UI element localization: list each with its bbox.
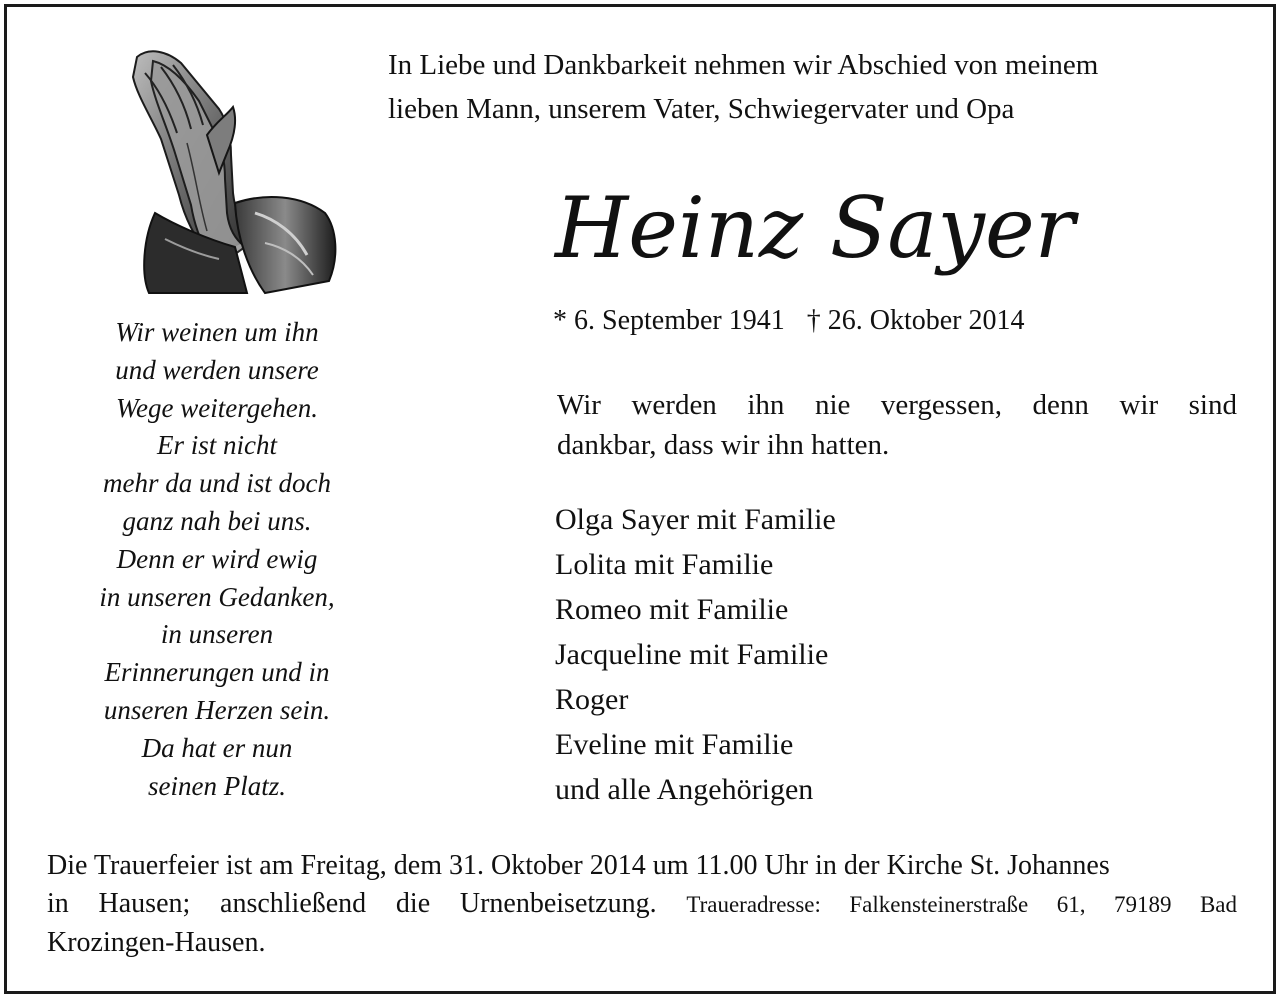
praying-hands-icon bbox=[115, 43, 345, 299]
poem-line: unseren Herzen sein. bbox=[103, 694, 331, 725]
memorial-poem bbox=[47, 314, 387, 805]
poem-line: seinen Platz. bbox=[148, 770, 286, 801]
family-member: und alle Angehörigen bbox=[555, 773, 814, 806]
poem-line: Denn er wird ewig bbox=[116, 543, 318, 574]
poem-line: mehr da und ist doch bbox=[103, 468, 331, 499]
family-member: Jacqueline mit Familie bbox=[555, 638, 829, 671]
funeral-line: Die Trauerfeier ist am Freitag, dem 31. Oktober 2014 um 11.00 Uhr in der Kirche St. Johannes bbox=[47, 850, 1110, 881]
poem-line: Wege weitergehen. bbox=[116, 392, 318, 423]
family-member: Romeo mit Familie bbox=[555, 593, 789, 626]
deceased-name: Heinz Sayer bbox=[555, 179, 1075, 277]
funeral-info bbox=[47, 847, 1237, 962]
intro-text bbox=[388, 43, 1248, 131]
family-member: Eveline mit Familie bbox=[555, 728, 794, 761]
intro-line: lieben Mann, unserem Vater, Schwiegervater und Opa bbox=[388, 93, 1015, 125]
intro-line: In Liebe und Dankbarkeit nehmen wir Abschied von meinem bbox=[388, 49, 1099, 81]
poem-line: und werden unsere bbox=[115, 354, 319, 385]
death-date: † 26. Oktober 2014 bbox=[806, 305, 1025, 336]
tribute-line: dankbar, dass wir ihn hatten. bbox=[557, 429, 890, 461]
poem-line: in unseren Gedanken, bbox=[99, 581, 335, 612]
poem-line: ganz nah bei uns. bbox=[122, 505, 312, 536]
birth-date: * 6. September 1941 bbox=[553, 305, 785, 336]
poem-line: Da hat er nun bbox=[141, 732, 293, 763]
poem-line: Erinnerungen und in bbox=[104, 657, 330, 688]
family-list bbox=[555, 497, 836, 812]
obituary-notice bbox=[4, 4, 1276, 994]
funeral-line: Krozingen-Hausen. bbox=[47, 927, 266, 958]
poem-line: in unseren bbox=[160, 619, 274, 650]
family-member: Olga Sayer mit Familie bbox=[555, 503, 836, 536]
tribute-text bbox=[557, 385, 1237, 465]
poem-line: Er ist nicht bbox=[157, 430, 277, 461]
burial-note: in Hausen; anschließend die Urnenbeisetzung. bbox=[47, 888, 657, 919]
mourning-address: Traueradresse: Falkensteinerstraße 61, 79189 Bad bbox=[686, 892, 1237, 917]
funeral-line bbox=[47, 885, 1237, 924]
poem-line: Wir weinen um ihn bbox=[115, 317, 319, 347]
family-member: Lolita mit Familie bbox=[555, 548, 774, 581]
family-member: Roger bbox=[555, 683, 629, 716]
life-dates bbox=[553, 303, 1025, 339]
tribute-line: Wir werden ihn nie vergessen, denn wir sind bbox=[557, 389, 1237, 421]
